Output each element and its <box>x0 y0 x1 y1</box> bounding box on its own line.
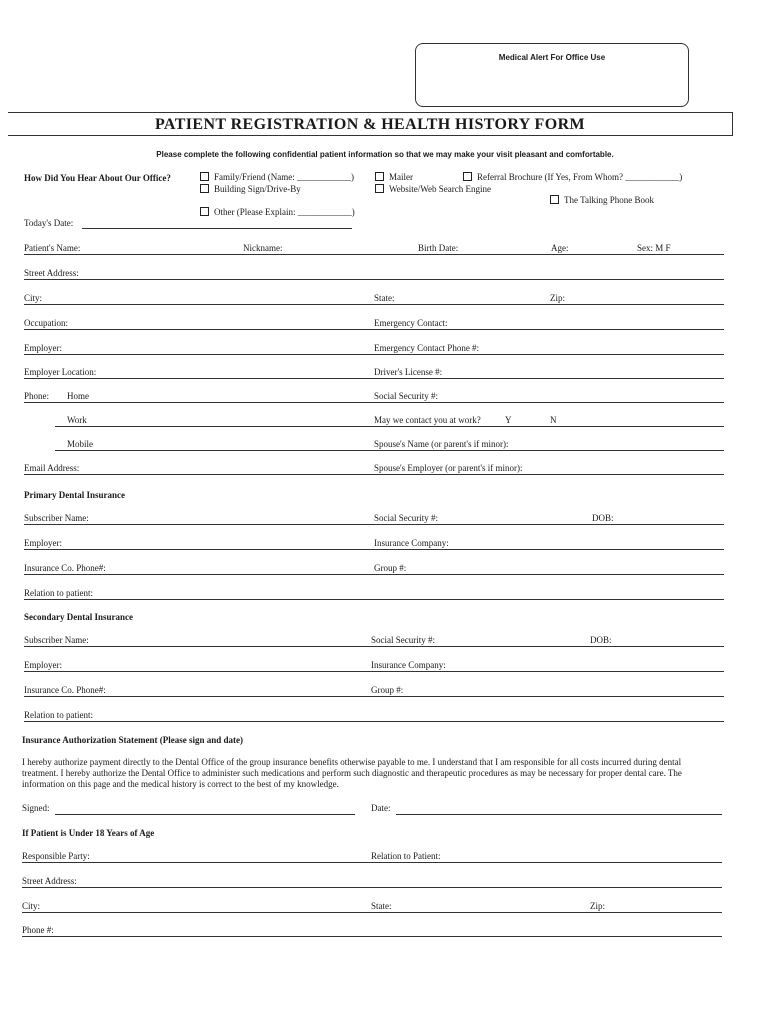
phone-label: Phone: <box>24 391 50 401</box>
authorization-date-field[interactable] <box>396 814 722 815</box>
mobile-phone-label: Mobile <box>67 439 93 449</box>
signed-label: Signed: <box>22 803 50 813</box>
checkbox-icon[interactable] <box>200 207 209 216</box>
referral-talking-option[interactable]: The Talking Phone Book <box>550 195 654 206</box>
home-phone-label: Home <box>67 391 89 401</box>
checkbox-icon[interactable] <box>550 195 559 204</box>
work-phone-field[interactable] <box>55 426 724 427</box>
checkbox-icon[interactable] <box>200 184 209 193</box>
todays-date-label: Today's Date: <box>24 218 74 228</box>
sex-label: Sex: M F <box>637 243 671 253</box>
authorization-heading: Insurance Authorization Statement (Please sign and date) <box>22 735 243 745</box>
street-label: Street Address: <box>24 268 79 278</box>
may-contact-no[interactable]: N <box>550 415 557 425</box>
patient-name-field[interactable] <box>24 254 724 255</box>
street-field[interactable] <box>24 279 724 280</box>
work-phone-label: Work <box>67 415 87 425</box>
checkbox-icon[interactable] <box>375 172 384 181</box>
checkbox-icon[interactable] <box>375 184 384 193</box>
minor-street-label: Street Address: <box>22 876 77 886</box>
secondary-phone-label: Insurance Co. Phone#: <box>24 685 106 695</box>
signature-field[interactable] <box>55 814 355 815</box>
title-bar <box>8 112 733 136</box>
secondary-relation-field[interactable] <box>24 721 724 722</box>
primary-subscriber-field[interactable] <box>24 524 724 525</box>
state-label: State: <box>374 293 395 303</box>
age-label: Age: <box>551 243 569 253</box>
employer-location-field[interactable] <box>24 378 724 379</box>
medical-alert-box <box>415 43 689 107</box>
minor-phone-field[interactable] <box>22 936 722 937</box>
primary-employer-label: Employer: <box>24 538 62 548</box>
city-state-zip-field[interactable] <box>24 304 724 305</box>
email-field[interactable] <box>24 474 724 475</box>
drivers-license-label: Driver's License #: <box>374 367 443 377</box>
occupation-label: Occupation: <box>24 318 68 328</box>
mobile-phone-field[interactable] <box>55 450 724 451</box>
primary-ssn-label: Social Security #: <box>374 513 438 523</box>
secondary-subscriber-field[interactable] <box>24 646 724 647</box>
city-label: City: <box>24 293 43 303</box>
emergency-phone-label: Emergency Contact Phone #: <box>374 343 480 353</box>
minor-zip-label: Zip: <box>590 901 605 911</box>
emergency-contact-label: Emergency Contact: <box>374 318 448 328</box>
secondary-ssn-label: Social Security #: <box>371 635 435 645</box>
referral-question: How Did You Hear About Our Office? <box>24 173 171 183</box>
primary-phone-field[interactable] <box>24 574 724 575</box>
medical-alert-label: Medical Alert For Office Use <box>498 53 606 62</box>
secondary-relation-label: Relation to patient: <box>24 710 93 720</box>
employer-location-label: Employer Location: <box>24 367 97 377</box>
page-title: PATIENT REGISTRATION & HEALTH HISTORY FORM <box>154 116 586 133</box>
birth-date-label: Birth Date: <box>418 243 459 253</box>
primary-employer-field[interactable] <box>24 549 724 550</box>
authorization-text: I hereby authorize payment directly to the Dental Office of the group insurance benefits otherwise payable to me. I understand that I am responsible for all costs incurred during dental treatment. I hereby authorize the Dental Office to administer such medications and perform such diagnostic and therapeutic procedures as may be necessary for proper dental care. The information on this page and the medical history is correct to the best of my knowledge. <box>22 757 682 789</box>
primary-relation-field[interactable] <box>24 599 724 600</box>
referral-other-option[interactable]: Other (Please Explain: ____________) <box>200 207 355 218</box>
secondary-employer-field[interactable] <box>24 671 724 672</box>
primary-group-label: Group #: <box>374 563 407 573</box>
primary-insurance-heading: Primary Dental Insurance <box>24 490 125 500</box>
nickname-label: Nickname: <box>243 243 283 253</box>
responsible-party-field[interactable] <box>22 862 722 863</box>
relation-to-patient-label: Relation to Patient: <box>371 851 441 861</box>
referral-brochure-option[interactable]: Referral Brochure (If Yes, From Whom? ____________) <box>463 172 682 183</box>
spouse-employer-label: Spouse's Employer (or parent's if minor): <box>374 463 523 473</box>
secondary-dob-label: DOB: <box>590 635 612 645</box>
referral-building-option[interactable]: Building Sign/Drive-By <box>200 184 301 195</box>
referral-mailer-option[interactable]: Mailer <box>375 172 413 183</box>
referral-family-option[interactable]: Family/Friend (Name: ____________) <box>200 172 354 183</box>
may-contact-label: May we contact you at work? <box>374 415 481 425</box>
ssn-label: Social Security #: <box>374 391 438 401</box>
patient-name-label: Patient's Name: <box>24 243 81 253</box>
secondary-company-label: Insurance Company: <box>371 660 446 670</box>
checkbox-icon[interactable] <box>463 172 472 181</box>
occupation-field[interactable] <box>24 329 724 330</box>
employer-field[interactable] <box>24 354 724 355</box>
minor-city-field[interactable] <box>22 912 722 913</box>
responsible-party-label: Responsible Party: <box>22 851 90 861</box>
referral-website-option[interactable]: Website/Web Search Engine <box>375 184 491 195</box>
home-phone-field[interactable] <box>24 402 724 403</box>
secondary-subscriber-label: Subscriber Name: <box>24 635 89 645</box>
secondary-insurance-heading: Secondary Dental Insurance <box>24 612 134 622</box>
primary-dob-label: DOB: <box>592 513 614 523</box>
employer-label: Employer: <box>24 343 62 353</box>
zip-label: Zip: <box>550 293 565 303</box>
intro-text: Please complete the following confidential patient information so that we may make your visit pleasant and comfortable. <box>156 150 614 159</box>
primary-subscriber-label: Subscriber Name: <box>24 513 89 523</box>
minor-state-label: State: <box>371 901 392 911</box>
authorization-date-label: Date: <box>371 803 391 813</box>
email-label: Email Address: <box>24 463 80 473</box>
primary-relation-label: Relation to patient: <box>24 588 93 598</box>
secondary-group-label: Group #: <box>371 685 404 695</box>
minor-street-field[interactable] <box>22 887 722 888</box>
checkbox-icon[interactable] <box>200 172 209 181</box>
spouse-name-label: Spouse's Name (or parent's if minor): <box>374 439 509 449</box>
may-contact-yes[interactable]: Y <box>505 415 512 425</box>
minor-city-label: City: <box>22 901 41 911</box>
todays-date-field[interactable] <box>82 228 352 229</box>
secondary-employer-label: Employer: <box>24 660 62 670</box>
primary-phone-label: Insurance Co. Phone#: <box>24 563 106 573</box>
secondary-phone-field[interactable] <box>24 696 724 697</box>
minor-heading: If Patient is Under 18 Years of Age <box>22 828 155 838</box>
primary-company-label: Insurance Company: <box>374 538 449 548</box>
minor-phone-label: Phone #: <box>22 925 54 935</box>
